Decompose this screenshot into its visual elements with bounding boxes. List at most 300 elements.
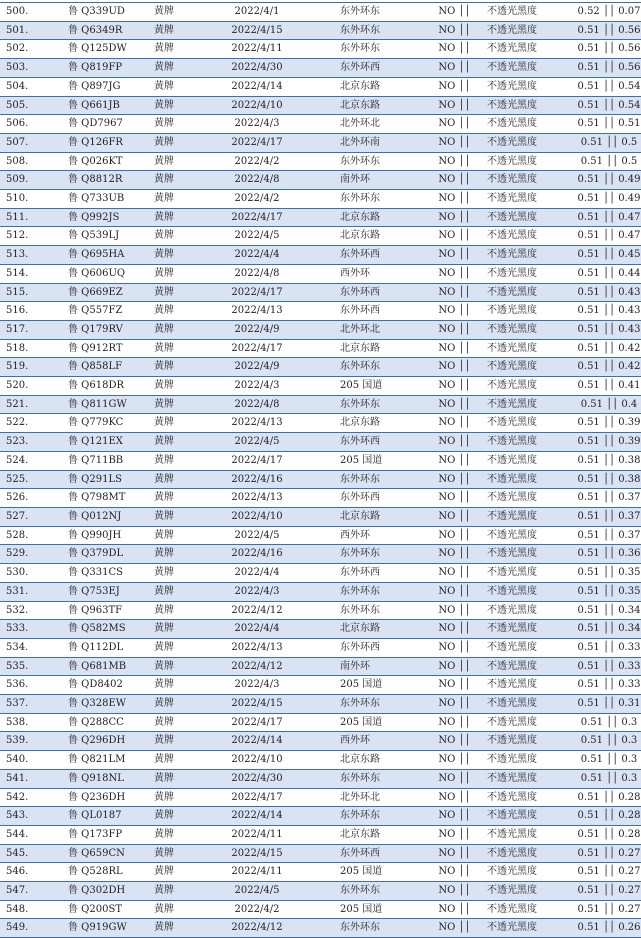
pass-flag: NO ││: [422, 433, 487, 452]
table-row: [0, 882, 641, 901]
inspection-date: 2022/4/17: [202, 713, 312, 732]
plate-type: 黄牌: [142, 900, 202, 919]
pass-flag: NO ││: [422, 152, 487, 171]
table-row: [0, 788, 641, 807]
smoke-values: 0.51 ││ 0.49: [577, 190, 641, 209]
table-row: [0, 919, 641, 938]
test-item: 不透光黑度: [487, 246, 577, 265]
smoke-values: 0.51 ││ 0.47: [577, 208, 641, 227]
row-number: 535.: [0, 657, 62, 676]
test-item: 不透光黑度: [487, 451, 577, 470]
plate-type: 黄牌: [142, 21, 202, 40]
plate-type: 黄牌: [142, 59, 202, 78]
road-location: 东外环东: [312, 601, 422, 620]
table-row: [0, 676, 641, 695]
plate-number: 鲁 Q618DR: [62, 377, 142, 396]
row-number: 545.: [0, 844, 62, 863]
inspection-date: 2022/4/17: [202, 451, 312, 470]
row-number: 514.: [0, 264, 62, 283]
inspection-date: 2022/4/14: [202, 807, 312, 826]
inspection-date: 2022/4/11: [202, 863, 312, 882]
inspection-date: 2022/4/13: [202, 414, 312, 433]
plate-number: 鲁 Q112DL: [62, 638, 142, 657]
plate-type: 黄牌: [142, 96, 202, 115]
pass-flag: NO ││: [422, 283, 487, 302]
plate-type: 黄牌: [142, 283, 202, 302]
plate-type: 黄牌: [142, 433, 202, 452]
test-item: 不透光黑度: [487, 620, 577, 639]
road-location: 东外环西: [312, 638, 422, 657]
row-number: 540.: [0, 751, 62, 770]
table-row: [0, 190, 641, 209]
plate-number: 鲁 Q026KT: [62, 152, 142, 171]
plate-number: 鲁 Q331CS: [62, 564, 142, 583]
row-number: 518.: [0, 339, 62, 358]
smoke-values: 0.51 ││ 0.36: [577, 545, 641, 564]
row-number: 530.: [0, 564, 62, 583]
plate-type: 黄牌: [142, 470, 202, 489]
smoke-values: 0.51 ││ 0.39: [577, 433, 641, 452]
table-row: [0, 695, 641, 714]
pass-flag: NO ││: [422, 77, 487, 96]
row-number: 541.: [0, 769, 62, 788]
row-number: 523.: [0, 433, 62, 452]
table-row: [0, 732, 641, 751]
plate-number: 鲁 Q236DH: [62, 788, 142, 807]
test-item: 不透光黑度: [487, 863, 577, 882]
test-item: 不透光黑度: [487, 507, 577, 526]
test-item: 不透光黑度: [487, 115, 577, 134]
plate-type: 黄牌: [142, 620, 202, 639]
smoke-values: 0.51 ││ 0.54: [577, 77, 641, 96]
row-number: 544.: [0, 825, 62, 844]
plate-type: 黄牌: [142, 582, 202, 601]
inspection-date: 2022/4/5: [202, 227, 312, 246]
plate-type: 黄牌: [142, 657, 202, 676]
plate-type: 黄牌: [142, 208, 202, 227]
smoke-values: 0.51 ││ 0.27: [577, 844, 641, 863]
smoke-values: 0.51 ││ 0.56: [577, 21, 641, 40]
road-location: 东外环东: [312, 807, 422, 826]
table-row: [0, 395, 641, 414]
inspection-date: 2022/4/9: [202, 358, 312, 377]
plate-number: 鲁 Q6349R: [62, 21, 142, 40]
road-location: 205 国道: [312, 863, 422, 882]
smoke-values: 0.51 ││ 0.3: [577, 751, 641, 770]
pass-flag: NO ││: [422, 582, 487, 601]
test-item: 不透光黑度: [487, 526, 577, 545]
row-number: 528.: [0, 526, 62, 545]
row-number: 525.: [0, 470, 62, 489]
pass-flag: NO ││: [422, 395, 487, 414]
row-number: 507.: [0, 133, 62, 152]
inspection-date: 2022/4/11: [202, 825, 312, 844]
road-location: 北京东路: [312, 208, 422, 227]
road-location: 北外环南: [312, 133, 422, 152]
road-location: 北京东路: [312, 339, 422, 358]
pass-flag: NO ││: [422, 507, 487, 526]
table-row: [0, 470, 641, 489]
row-number: 504.: [0, 77, 62, 96]
table-row: [0, 77, 641, 96]
road-location: 东外环东: [312, 3, 422, 22]
smoke-values: 0.51 ││ 0.38: [577, 451, 641, 470]
pass-flag: NO ││: [422, 40, 487, 59]
smoke-values: 0.51 ││ 0.35: [577, 582, 641, 601]
smoke-values: 0.51 ││ 0.33: [577, 638, 641, 657]
table-row: [0, 900, 641, 919]
plate-type: 黄牌: [142, 320, 202, 339]
road-location: 北京东路: [312, 825, 422, 844]
plate-type: 黄牌: [142, 638, 202, 657]
plate-number: 鲁 Q661JB: [62, 96, 142, 115]
inspection-date: 2022/4/2: [202, 900, 312, 919]
pass-flag: NO ││: [422, 695, 487, 714]
table-row: [0, 713, 641, 732]
plate-type: 黄牌: [142, 769, 202, 788]
smoke-values: 0.51 ││ 0.27: [577, 863, 641, 882]
plate-number: 鲁 Q126FR: [62, 133, 142, 152]
test-item: 不透光黑度: [487, 788, 577, 807]
test-item: 不透光黑度: [487, 190, 577, 209]
plate-type: 黄牌: [142, 451, 202, 470]
table-row: [0, 208, 641, 227]
table-row: [0, 152, 641, 171]
inspection-date: 2022/4/3: [202, 377, 312, 396]
road-location: 南外环: [312, 171, 422, 190]
smoke-values: 0.51 ││ 0.3: [577, 732, 641, 751]
plate-number: 鲁 Q179RV: [62, 320, 142, 339]
row-number: 543.: [0, 807, 62, 826]
smoke-values: 0.51 ││ 0.35: [577, 564, 641, 583]
row-number: 505.: [0, 96, 62, 115]
plate-type: 黄牌: [142, 339, 202, 358]
test-item: 不透光黑度: [487, 470, 577, 489]
inspection-date: 2022/4/5: [202, 433, 312, 452]
inspection-date: 2022/4/4: [202, 564, 312, 583]
road-location: 东外环西: [312, 59, 422, 78]
records-body: [0, 3, 641, 938]
road-location: 205 国道: [312, 377, 422, 396]
inspection-date: 2022/4/4: [202, 620, 312, 639]
test-item: 不透光黑度: [487, 882, 577, 901]
inspection-date: 2022/4/15: [202, 844, 312, 863]
plate-number: 鲁 Q659CN: [62, 844, 142, 863]
pass-flag: NO ││: [422, 900, 487, 919]
plate-number: 鲁 Q733UB: [62, 190, 142, 209]
plate-type: 黄牌: [142, 882, 202, 901]
plate-type: 黄牌: [142, 395, 202, 414]
pass-flag: NO ││: [422, 377, 487, 396]
test-item: 不透光黑度: [487, 59, 577, 78]
road-location: 西外环: [312, 264, 422, 283]
table-row: [0, 21, 641, 40]
plate-number: 鲁 Q798MT: [62, 489, 142, 508]
road-location: 东外环东: [312, 582, 422, 601]
table-row: [0, 115, 641, 134]
plate-type: 黄牌: [142, 115, 202, 134]
inspection-date: 2022/4/3: [202, 115, 312, 134]
plate-number: 鲁 Q288CC: [62, 713, 142, 732]
road-location: 东外环西: [312, 302, 422, 321]
plate-number: 鲁 Q539LJ: [62, 227, 142, 246]
smoke-values: 0.51 ││ 0.3: [577, 713, 641, 732]
pass-flag: NO ││: [422, 751, 487, 770]
pass-flag: NO ││: [422, 190, 487, 209]
inspection-date: 2022/4/3: [202, 582, 312, 601]
plate-number: 鲁 Q200ST: [62, 900, 142, 919]
plate-number: 鲁 Q897JG: [62, 77, 142, 96]
plate-number: 鲁 Q121EX: [62, 433, 142, 452]
plate-number: 鲁 Q8812R: [62, 171, 142, 190]
smoke-values: 0.51 ││ 0.56: [577, 59, 641, 78]
row-number: 515.: [0, 283, 62, 302]
table-row: [0, 377, 641, 396]
inspection-date: 2022/4/13: [202, 489, 312, 508]
test-item: 不透光黑度: [487, 713, 577, 732]
smoke-values: 0.51 ││ 0.42: [577, 358, 641, 377]
pass-flag: NO ││: [422, 882, 487, 901]
pass-flag: NO ││: [422, 470, 487, 489]
pass-flag: NO ││: [422, 451, 487, 470]
table-row: [0, 358, 641, 377]
inspection-date: 2022/4/15: [202, 21, 312, 40]
plate-number: 鲁 Q606UQ: [62, 264, 142, 283]
road-location: 东外环东: [312, 695, 422, 714]
plate-number: 鲁 Q302DH: [62, 882, 142, 901]
test-item: 不透光黑度: [487, 227, 577, 246]
plate-type: 黄牌: [142, 227, 202, 246]
plate-number: 鲁 Q821LM: [62, 751, 142, 770]
pass-flag: NO ││: [422, 414, 487, 433]
smoke-values: 0.51 ││ 0.37: [577, 507, 641, 526]
row-number: 548.: [0, 900, 62, 919]
table-row: [0, 227, 641, 246]
test-item: 不透光黑度: [487, 302, 577, 321]
plate-type: 黄牌: [142, 732, 202, 751]
test-item: 不透光黑度: [487, 339, 577, 358]
smoke-values: 0.51 ││ 0.43: [577, 302, 641, 321]
smoke-values: 0.51 ││ 0.33: [577, 676, 641, 695]
pass-flag: NO ││: [422, 264, 487, 283]
test-item: 不透光黑度: [487, 769, 577, 788]
plate-number: 鲁 Q328EW: [62, 695, 142, 714]
pass-flag: NO ││: [422, 208, 487, 227]
smoke-values: 0.51 ││ 0.42: [577, 339, 641, 358]
road-location: 北京东路: [312, 227, 422, 246]
test-item: 不透光黑度: [487, 40, 577, 59]
inspection-date: 2022/4/30: [202, 769, 312, 788]
smoke-values: 0.51 ││ 0.27: [577, 900, 641, 919]
row-number: 508.: [0, 152, 62, 171]
smoke-values: 0.51 ││ 0.47: [577, 227, 641, 246]
inspection-date: 2022/4/1: [202, 3, 312, 22]
table-row: [0, 601, 641, 620]
road-location: 东外环东: [312, 21, 422, 40]
plate-type: 黄牌: [142, 788, 202, 807]
plate-number: 鲁 Q669EZ: [62, 283, 142, 302]
road-location: 北外环北: [312, 788, 422, 807]
smoke-values: 0.51 ││ 0.37: [577, 526, 641, 545]
plate-number: 鲁 QD7967: [62, 115, 142, 134]
inspection-date: 2022/4/8: [202, 264, 312, 283]
row-number: 522.: [0, 414, 62, 433]
table-row: [0, 40, 641, 59]
plate-number: 鲁 Q753EJ: [62, 582, 142, 601]
smoke-values: 0.51 ││ 0.28: [577, 788, 641, 807]
inspection-date: 2022/4/10: [202, 507, 312, 526]
plate-type: 黄牌: [142, 676, 202, 695]
inspection-date: 2022/4/3: [202, 676, 312, 695]
inspection-date: 2022/4/12: [202, 919, 312, 938]
plate-type: 黄牌: [142, 358, 202, 377]
plate-number: 鲁 Q379DL: [62, 545, 142, 564]
test-item: 不透光黑度: [487, 3, 577, 22]
plate-type: 黄牌: [142, 507, 202, 526]
plate-type: 黄牌: [142, 601, 202, 620]
smoke-values: 0.51 ││ 0.27: [577, 882, 641, 901]
pass-flag: NO ││: [422, 620, 487, 639]
table-row: [0, 451, 641, 470]
row-number: 549.: [0, 919, 62, 938]
plate-type: 黄牌: [142, 414, 202, 433]
table-row: [0, 59, 641, 78]
smoke-values: 0.51 ││ 0.3: [577, 769, 641, 788]
plate-number: 鲁 Q990JH: [62, 526, 142, 545]
test-item: 不透光黑度: [487, 395, 577, 414]
road-location: 东外环西: [312, 433, 422, 452]
plate-number: 鲁 Q711BB: [62, 451, 142, 470]
road-location: 东外环东: [312, 545, 422, 564]
table-row: [0, 489, 641, 508]
row-number: 536.: [0, 676, 62, 695]
test-item: 不透光黑度: [487, 919, 577, 938]
inspection-date: 2022/4/17: [202, 133, 312, 152]
smoke-values: 0.51 ││ 0.56: [577, 40, 641, 59]
inspection-date: 2022/4/12: [202, 601, 312, 620]
smoke-values: 0.51 ││ 0.45: [577, 246, 641, 265]
pass-flag: NO ││: [422, 919, 487, 938]
row-number: 513.: [0, 246, 62, 265]
inspection-date: 2022/4/8: [202, 171, 312, 190]
pass-flag: NO ││: [422, 676, 487, 695]
plate-type: 黄牌: [142, 246, 202, 265]
plate-type: 黄牌: [142, 807, 202, 826]
pass-flag: NO ││: [422, 358, 487, 377]
table-row: [0, 825, 641, 844]
smoke-values: 0.51 ││ 0.39: [577, 414, 641, 433]
test-item: 不透光黑度: [487, 96, 577, 115]
smoke-values: 0.51 ││ 0.37: [577, 489, 641, 508]
road-location: 东外环西: [312, 564, 422, 583]
road-location: 东外环东: [312, 470, 422, 489]
smoke-values: 0.51 ││ 0.26: [577, 919, 641, 938]
pass-flag: NO ││: [422, 115, 487, 134]
test-item: 不透光黑度: [487, 900, 577, 919]
table-row: [0, 433, 641, 452]
inspection-date: 2022/4/16: [202, 545, 312, 564]
smoke-values: 0.51 ││ 0.38: [577, 470, 641, 489]
row-number: 519.: [0, 358, 62, 377]
smoke-values: 0.51 ││ 0.33: [577, 657, 641, 676]
smoke-values: 0.51 ││ 0.5: [577, 152, 641, 171]
road-location: 东外环西: [312, 489, 422, 508]
plate-type: 黄牌: [142, 825, 202, 844]
pass-flag: NO ││: [422, 21, 487, 40]
road-location: 205 国道: [312, 676, 422, 695]
smoke-values: 0.51 ││ 0.5: [577, 133, 641, 152]
smoke-values: 0.51 ││ 0.34: [577, 620, 641, 639]
road-location: 东外环东: [312, 152, 422, 171]
plate-type: 黄牌: [142, 40, 202, 59]
smoke-values: 0.51 ││ 0.34: [577, 601, 641, 620]
row-number: 500.: [0, 3, 62, 22]
plate-number: 鲁 QL0187: [62, 807, 142, 826]
table-row: [0, 264, 641, 283]
pass-flag: NO ││: [422, 638, 487, 657]
plate-number: 鲁 Q582MS: [62, 620, 142, 639]
row-number: 511.: [0, 208, 62, 227]
row-number: 509.: [0, 171, 62, 190]
pass-flag: NO ││: [422, 713, 487, 732]
row-number: 531.: [0, 582, 62, 601]
plate-number: 鲁 Q012NJ: [62, 507, 142, 526]
road-location: 东外环东: [312, 882, 422, 901]
table-row: [0, 414, 641, 433]
pass-flag: NO ││: [422, 844, 487, 863]
test-item: 不透光黑度: [487, 751, 577, 770]
table-row: [0, 638, 641, 657]
pass-flag: NO ││: [422, 320, 487, 339]
plate-type: 黄牌: [142, 77, 202, 96]
table-row: [0, 582, 641, 601]
table-row: [0, 171, 641, 190]
plate-type: 黄牌: [142, 713, 202, 732]
plate-number: 鲁 Q963TF: [62, 601, 142, 620]
test-item: 不透光黑度: [487, 844, 577, 863]
road-location: 东外环东: [312, 769, 422, 788]
test-item: 不透光黑度: [487, 807, 577, 826]
road-location: 西外环: [312, 526, 422, 545]
pass-flag: NO ││: [422, 96, 487, 115]
plate-type: 黄牌: [142, 751, 202, 770]
test-item: 不透光黑度: [487, 695, 577, 714]
test-item: 不透光黑度: [487, 320, 577, 339]
table-row: [0, 545, 641, 564]
plate-number: 鲁 Q296DH: [62, 732, 142, 751]
road-location: 北外环北: [312, 115, 422, 134]
inspection-date: 2022/4/17: [202, 788, 312, 807]
smoke-values: 0.51 ││ 0.28: [577, 807, 641, 826]
table-row: [0, 133, 641, 152]
pass-flag: NO ││: [422, 133, 487, 152]
road-location: 东外环东: [312, 919, 422, 938]
plate-type: 黄牌: [142, 919, 202, 938]
plate-number: 鲁 Q125DW: [62, 40, 142, 59]
smoke-values: 0.51 ││ 0.43: [577, 283, 641, 302]
plate-number: 鲁 Q858LF: [62, 358, 142, 377]
road-location: 东外环东: [312, 395, 422, 414]
row-number: 533.: [0, 620, 62, 639]
table-row: [0, 3, 641, 22]
smoke-values: 0.51 ││ 0.54: [577, 96, 641, 115]
test-item: 不透光黑度: [487, 676, 577, 695]
row-number: 529.: [0, 545, 62, 564]
road-location: 北京东路: [312, 751, 422, 770]
table-row: [0, 320, 641, 339]
plate-number: 鲁 Q557FZ: [62, 302, 142, 321]
smoke-values: 0.51 ││ 0.28: [577, 825, 641, 844]
